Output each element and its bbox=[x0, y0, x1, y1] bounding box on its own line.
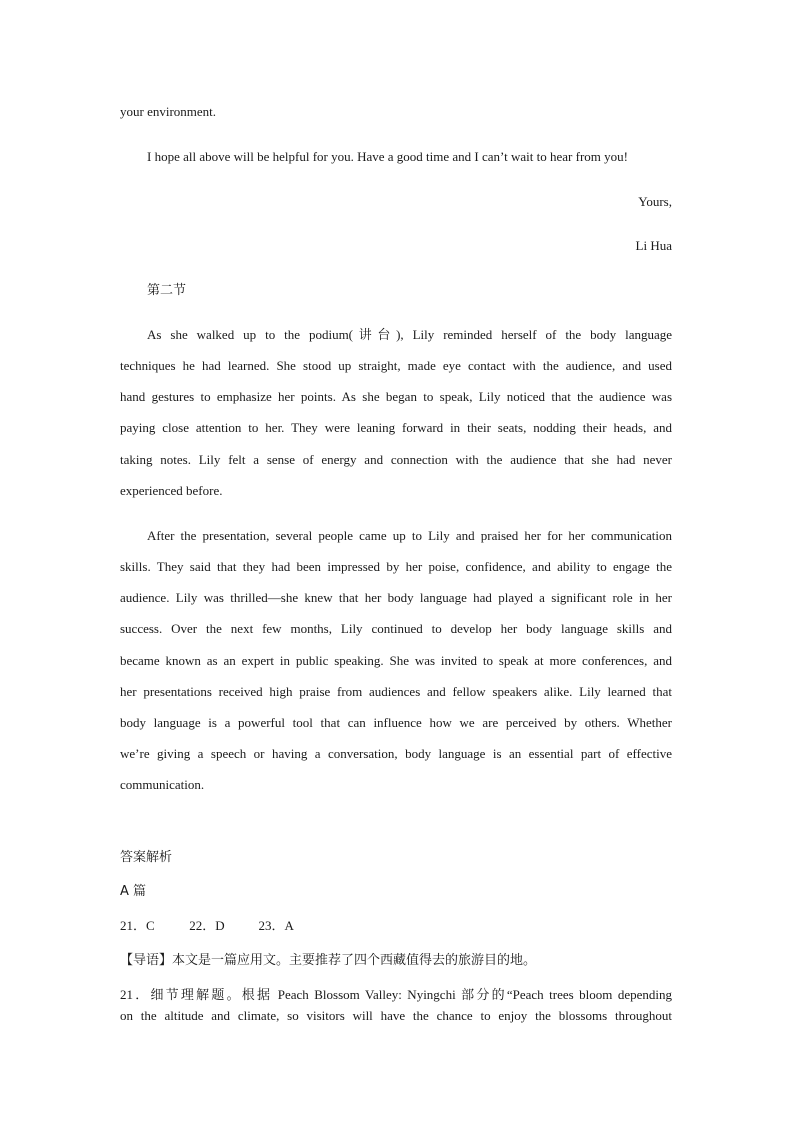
letter-closing: Yours, bbox=[638, 194, 672, 209]
answer-key: 21．C bbox=[120, 918, 155, 933]
paragraph-line: communication. bbox=[120, 777, 205, 792]
paragraph-line: became known as an expert in public speaking. She was invited to speak at more conferences, and bbox=[120, 653, 672, 668]
answers-part: A 篇 bbox=[120, 884, 147, 899]
paragraph-line: body language is a powerful tool that can influence how we are perceived by others. Whether bbox=[120, 715, 672, 730]
paragraph-line: we’re giving a speech or having a conversation, body language is an essential part of effective bbox=[120, 746, 672, 761]
paragraph-line: taking notes. Lily felt a sense of energy and connection with the audience that she had never bbox=[120, 452, 672, 467]
q21-line: on the altitude and climate, so visitors will have the chance to enjoy the blossoms throughout bbox=[120, 1008, 672, 1023]
letter-signature: Li Hua bbox=[635, 238, 672, 253]
answers-heading: 答案解析 bbox=[120, 850, 173, 865]
paragraph-line: experienced before. bbox=[120, 483, 223, 498]
paragraph-line: audience. Lily was thrilled—she knew that her body language had played a significant role in her bbox=[120, 590, 672, 605]
answer-keys bbox=[120, 918, 672, 934]
paragraph-line: paying close attention to her. They were leaning forward in their seats, nodding their heads, and bbox=[120, 420, 672, 435]
paragraph-line: After the presentation, several people came up to Lily and praised her for her communication bbox=[147, 528, 672, 543]
answer-key: 23．A bbox=[258, 918, 294, 933]
paragraph-line: success. Over the next few months, Lily continued to develop her body language skills and bbox=[120, 621, 672, 636]
paragraph-line: techniques he had learned. She stood up straight, made eye contact with the audience, and used bbox=[120, 358, 672, 373]
paragraph-line: As she walked up to the podium(讲台), Lily reminded herself of the body language bbox=[147, 327, 672, 342]
paragraph-line: hand gestures to emphasize her points. As she began to speak, Lily noticed that the audience was bbox=[120, 389, 672, 404]
section-heading: 第二节 bbox=[147, 283, 187, 298]
paragraph-line: her presentations received high praise from audiences and fellow speakers alike. Lily learned that bbox=[120, 684, 672, 699]
letter-line-env: your environment. bbox=[120, 104, 217, 119]
paragraph-line: skills. They said that they had been impressed by her poise, confidence, and ability to engage the bbox=[120, 559, 672, 574]
q21-line: 21．细节理解题。根据 Peach Blossom Valley: Nyingchi 部分的“Peach trees bloom depending bbox=[120, 987, 672, 1002]
letter-line-hope: I hope all above will be helpful for you. Have a good time and I can’t wait to hear from you! bbox=[147, 149, 628, 164]
guide-text: 【导语】本文是一篇应用文。主要推荐了四个西藏值得去的旅游目的地。 bbox=[120, 953, 537, 968]
answer-key: 22．D bbox=[189, 918, 225, 933]
